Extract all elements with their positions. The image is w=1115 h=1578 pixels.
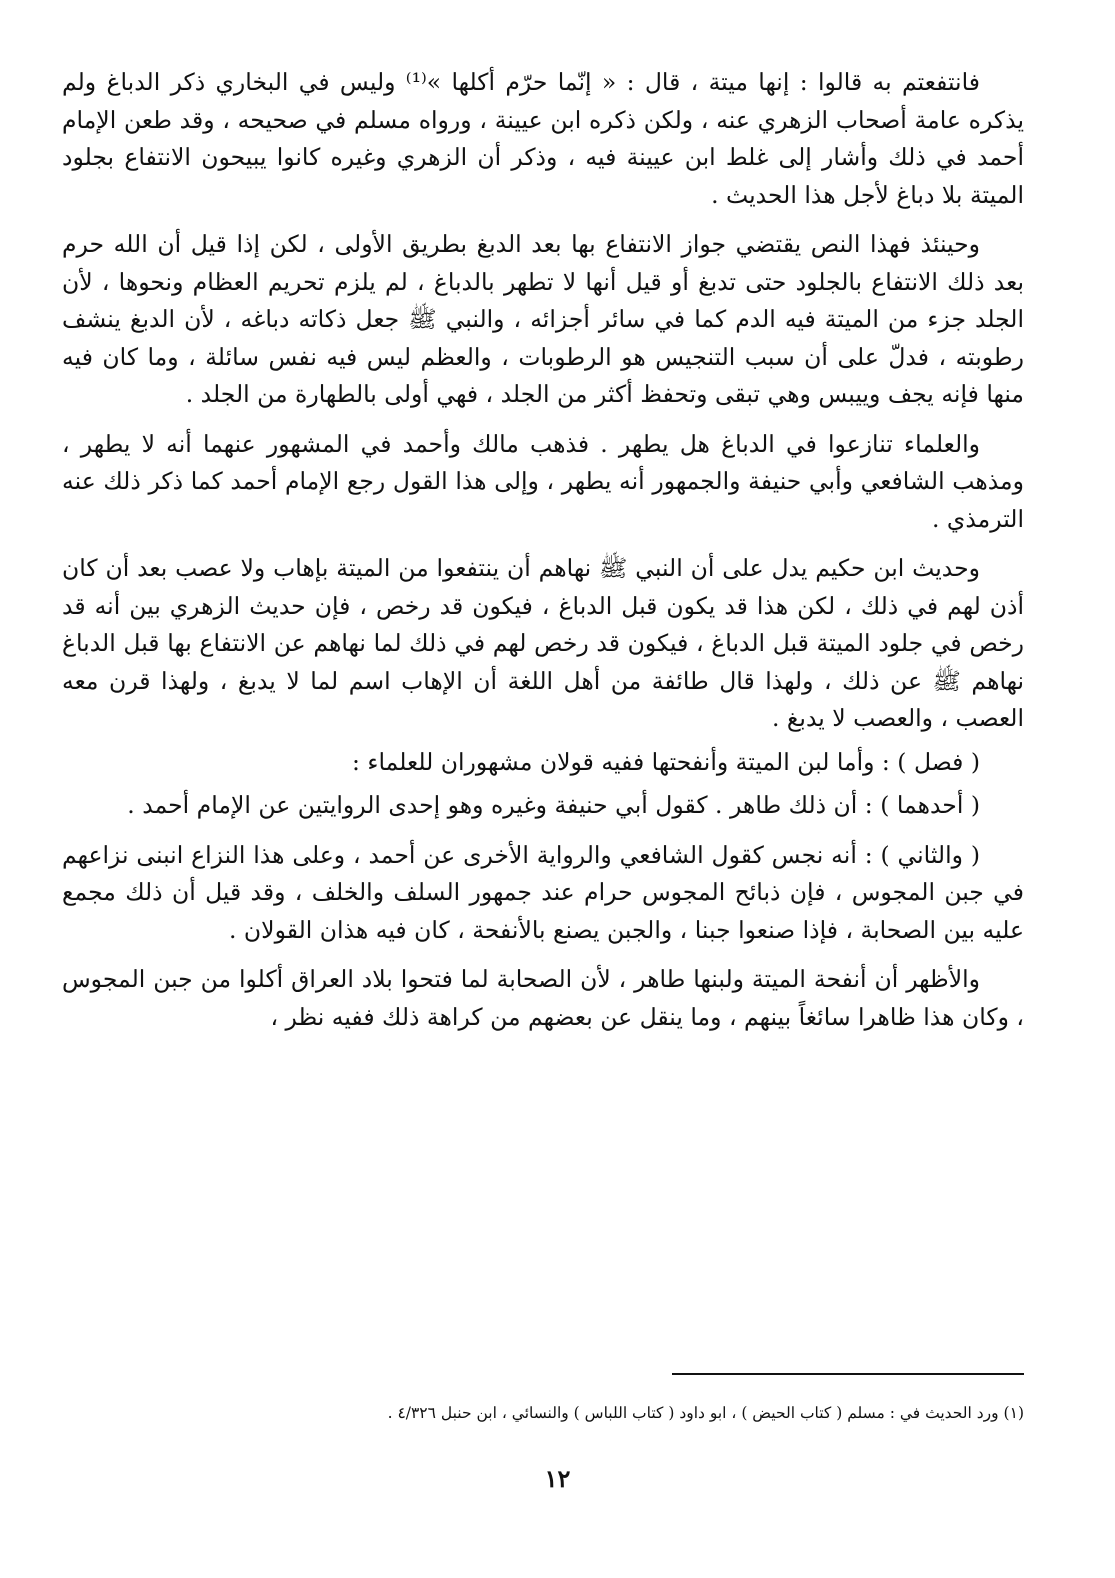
footnote: (١) ورد الحديث في : مسلم ( كتاب الحيض ) ، ابو داود ( كتاب اللباس ) والنسائي ، ابن حنبل ٤/٣٢٦ . — [387, 1404, 1024, 1422]
page-number: ١٢ — [544, 1464, 571, 1493]
paragraph-7-second-opinion: ( والثاني ) : أنه نجس كقول الشافعي والرواية الأخرى عن أحمد ، وعلى هذا النزاع انبنى نزاعهم في جبن المجوس ، فإن ذبائح المجوس حرام عند جمهور السلف والخلف ، وقد قيل أن ذلك مجمع عليه بين الصحابة ، فإذا صنعوا جبنا ، والجبن يصنع بالأنفحة ، كان فيه هذان القولان . — [62, 840, 1024, 944]
paragraph-1: فانتفعتم به قالوا : إنها ميتة ، قال : « إنّما حرّم أكلها »⁽¹⁾ وليس في البخاري ذكر الدباغ ولم يذكره عامة أصحاب الزهري عنه ، ولكن ذكره ابن عيينة ، ورواه مسلم في صحيحه ، وقد طعن الإمام أحمد في ذلك وأشار إلى غلط ابن عيينة فيه ، وذكر أن الزهري وغيره كانوا يبيحون الانتفاع بجلود الميتة بلا دباغ لأجل هذا الحديث . — [62, 68, 1024, 209]
footnote-divider — [672, 1373, 1024, 1375]
paragraph-4: وحديث ابن حكيم يدل على أن النبي ﷺ نهاهم أن ينتفعوا من الميتة بإهاب ولا عصب بعد أن كان أذن لهم في ذلك ، لكن هذا قد يكون قبل الدباغ ، فيكون قد رخص ، فإن حديث الزهري بين أنه قد رخص في جلود الميتة قبل الدباغ ، فيكون قد رخص لهم في ذلك لما نهاهم عن الانتفاع بها قبل الدباغ نهاهم ﷺ عن ذلك ، ولهذا قال طائفة من أهل اللغة أن الإهاب اسم لما لا يدبغ ، ولهذا قرن معه العصب ، والعصب لا يدبغ . — [62, 554, 1024, 732]
paragraph-5-fasl: ( فصل ) : وأما لبن الميتة وأنفحتها ففيه قولان مشهوران للعلماء : — [352, 747, 980, 776]
paragraph-6-first-opinion: ( أحدهما ) : أن ذلك طاهر . كقول أبي حنيفة وغيره وهو إحدى الروايتين عن الإمام أحمد . — [127, 791, 980, 819]
paragraph-8: والأظهر أن أنفحة الميتة ولبنها طاهر ، لأن الصحابة لما فتحوا بلاد العراق أكلوا من جبن المجوس ، وكان هذا ظاهرا سائغاً بينهم ، وما ينقل عن بعضهم من كراهة ذلك ففيه نظر ، — [62, 965, 1024, 1031]
page-body — [62, 64, 1024, 1048]
paragraph-3: والعلماء تنازعوا في الدباغ هل يطهر . فذهب مالك وأحمد في المشهور عنهما أنه لا يطهر ، ومذهب الشافعي وأبي حنيفة والجمهور أنه يطهر ، وإلى هذا القول رجع الإمام أحمد كما ذكر ذلك عنه الترمذي . — [62, 429, 1024, 533]
paragraph-2: وحينئذ فهذا النص يقتضي جواز الانتفاع بها بعد الدبغ بطريق الأولى ، لكن إذا قيل أن الله حرم بعد ذلك الانتفاع بالجلود حتى تدبغ أو قيل أنها لا تطهر بالدباغ ، لم يلزم تحريم العظام ونحوها ، لأن الجلد جزء من الميتة فيه الدم كما في سائر أجزائه ، والنبي ﷺ جعل ذكاته دباغه ، لأن الدبغ ينشف رطوبته ، فدلّ على أن سبب التنجيس هو الرطوبات ، والعظم ليس فيه نفس سائلة ، وما كان فيه منها فإنه يجف وييبس وهي تبقى وتحفظ أكثر من الجلد ، فهي أولى بالطهارة من الجلد . — [62, 230, 1024, 408]
